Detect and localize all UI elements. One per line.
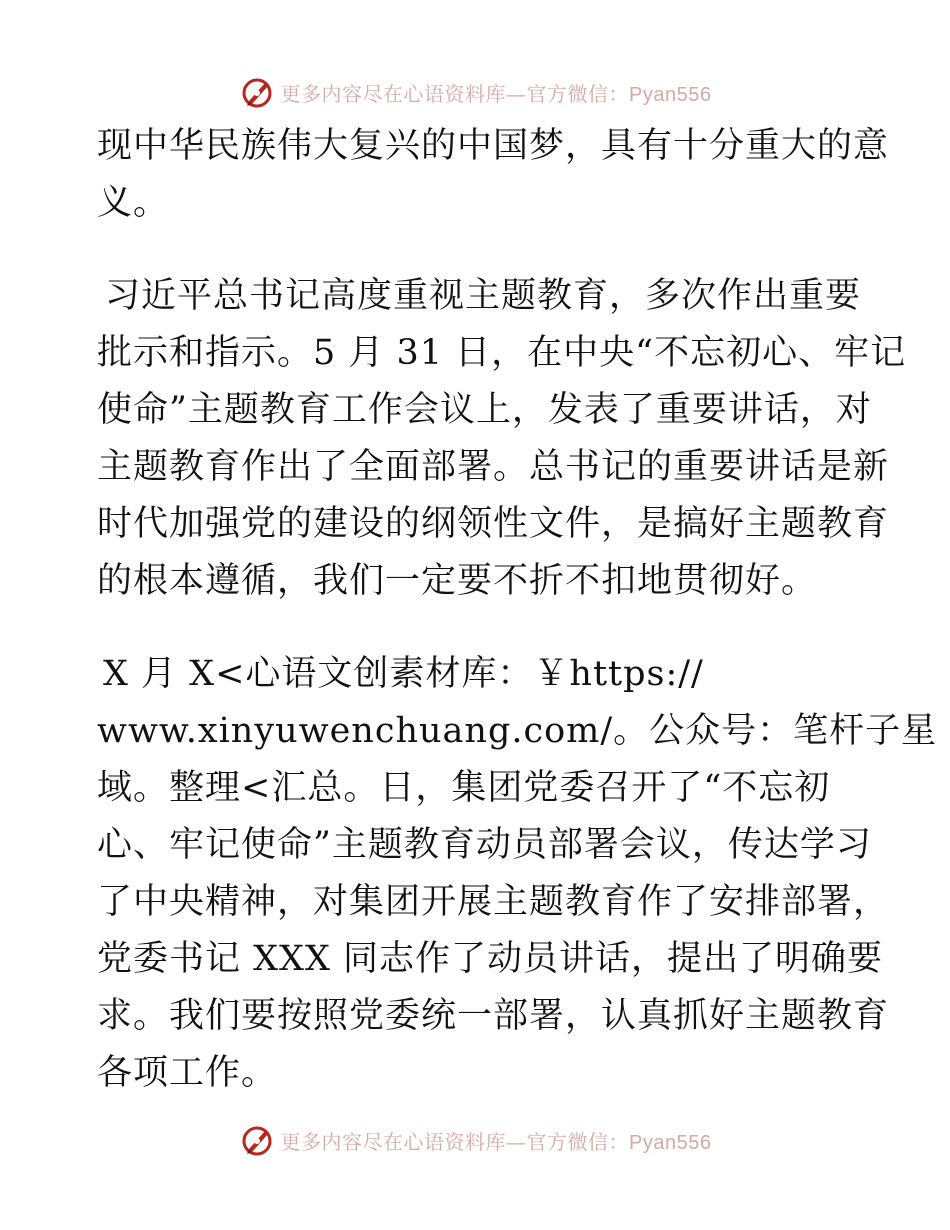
header-watermark-banner <box>0 70 950 114</box>
text-line: 现中华民族伟大复兴的中国梦，具有十分重大的意 <box>97 126 890 166</box>
pen-logo-icon <box>239 74 275 110</box>
text-line: X 月 X<心语文创素材库：￥https:// <box>103 654 704 694</box>
text-line: 各项工作。 <box>97 1053 278 1093</box>
text-line: 心、牢记使命”主题教育动员部署会议，传达学习 <box>97 825 872 865</box>
footer-watermark-banner <box>0 1118 950 1162</box>
text-line: 使命”主题教育工作会议上，发表了重要讲话，对 <box>97 390 872 430</box>
paragraph-3 <box>97 646 938 1102</box>
paragraph-2 <box>97 268 907 610</box>
text-line: 的根本遵循，我们一定要不折不扣地贯彻好。 <box>97 561 818 601</box>
text-line: 域。整理<汇总。日，集团党委召开了“不忘初 <box>97 768 831 808</box>
text-line: 批示和指示。5 月 31 日，在中央“不忘初心、牢记 <box>97 333 907 373</box>
paragraph-1 <box>97 118 890 232</box>
text-line: 求。我们要按照党委统一部署，认真抓好主题教育 <box>97 996 890 1036</box>
document-body <box>97 118 938 1102</box>
text-line: www.xinyuwenchuang.com/。公众号：笔杆子星 <box>97 711 938 751</box>
pen-logo-icon <box>239 1122 275 1158</box>
banner-text: 更多内容尽在心语资料库—官方微信：Pyan556 <box>280 81 712 106</box>
text-line: 义。 <box>97 183 170 223</box>
text-line: 习近平总书记高度重视主题教育，多次作出重要 <box>105 276 862 316</box>
text-line: 主题教育作出了全面部署。总书记的重要讲话是新 <box>97 447 890 487</box>
text-line: 党委书记 XXX 同志作了动员讲话，提出了明确要 <box>97 939 884 979</box>
text-line: 了中央精神，对集团开展主题教育作了安排部署， <box>97 882 890 922</box>
banner-text: 更多内容尽在心语资料库—官方微信：Pyan556 <box>280 1129 712 1154</box>
text-line: 时代加强党的建设的纲领性文件，是搞好主题教育 <box>97 504 890 544</box>
